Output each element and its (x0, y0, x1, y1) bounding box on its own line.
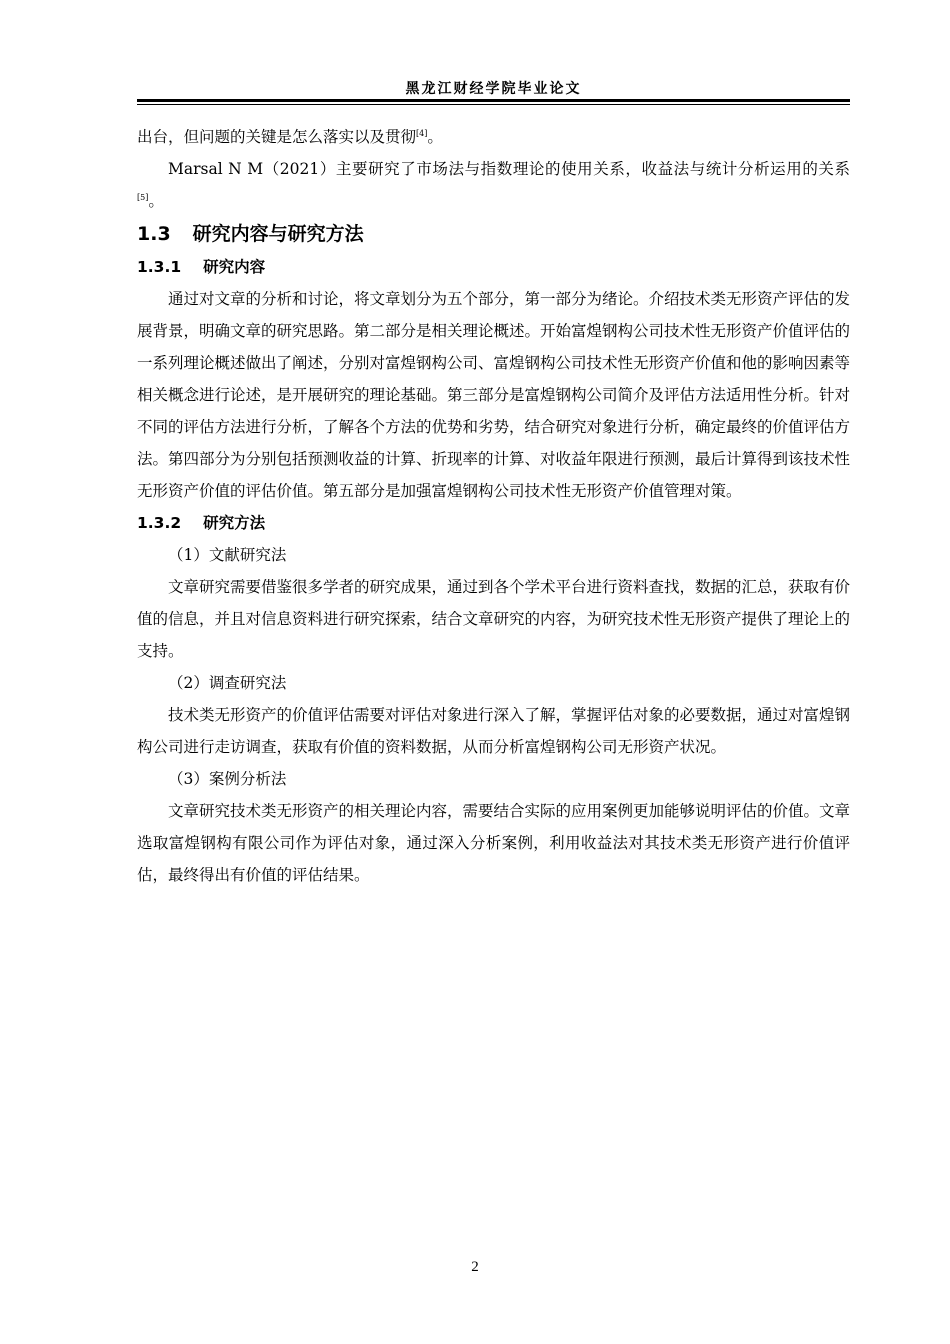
subsection-title: 研究内容 (203, 258, 266, 276)
paragraph-marsal (137, 153, 850, 217)
paragraph-research-content: 通过对文章的分析和讨论，将文章划分为五个部分，第一部分为绪论。介绍技术类无形资产评估的发展背景，明确文章的研究思路。第二部分是相关理论概述。开始富煌钢构公司技术性无形资产价值评估的一系列理论概述做出了阐述，分别对富煌钢构公司、富煌钢构公司技术性无形资产价值和他的影响因素等相关概念进行论述，是开展研究的理论基础。第三部分是富煌钢构公司简介及评估方法适用性分析。针对不同的评估方法进行分析，了解各个方法的优势和劣势，结合研究对象进行分析，确定最终的价值评估方法。第四部分为分别包括预测收益的计算、折现率的计算、对收益年限进行预测，最后计算得到该技术性无形资产价值的评估价值。第五部分是加强富煌钢构公司技术性无形资产价值管理对策。 (137, 290, 851, 500)
paragraph-text: Marsal N M（2021）主要研究了市场法与指数理论的使用关系，收益法与统计分析运用的关系 (168, 160, 850, 178)
method-label-case-study: （3）案例分析法 (168, 770, 287, 788)
paragraph-method-literature: 文章研究需要借鉴很多学者的研究成果，通过到各个学术平台进行资料查找，数据的汇总，获取有价值的信息，并且对信息资料进行研究探索，结合文章研究的内容，为研究技术性无形资产提供了理论上的支持。 (137, 578, 851, 660)
subsection-heading-1-3-1 (137, 251, 850, 283)
citation-ref: [5] (137, 192, 149, 202)
section-title: 研究内容与研究方法 (192, 223, 364, 245)
header-rule-thin (137, 104, 850, 105)
running-header: 黑龙江财经学院毕业论文 (405, 81, 582, 97)
section-number: 1.3 (137, 223, 171, 245)
header-rule-thick (137, 99, 850, 102)
subsection-number: 1.3.1 (137, 258, 182, 276)
subsection-heading-1-3-2 (137, 507, 850, 539)
paragraph-method-case-study: 文章研究技术类无形资产的相关理论内容，需要结合实际的应用案例更加能够说明评估的价值。文章选取富煌钢构有限公司作为评估对象，通过深入分析案例，利用收益法对其技术类无形资产进行价值评估，最终得出有价值的评估结果。 (137, 802, 851, 884)
subsection-title: 研究方法 (203, 514, 266, 532)
paragraph-text: 出台，但问题的关键是怎么落实以及贯彻 (137, 128, 417, 146)
section-heading-1-3 (137, 217, 850, 251)
citation-ref: [4] (416, 128, 428, 138)
paragraph-intro-tail (137, 121, 850, 153)
method-label-survey: （2）调查研究法 (168, 674, 287, 692)
paragraph-end: 。 (148, 192, 164, 210)
body-text (137, 121, 850, 891)
subsection-number: 1.3.2 (137, 514, 182, 532)
page-number: 2 (471, 1259, 479, 1275)
paragraph-method-survey: 技术类无形资产的价值评估需要对评估对象进行深入了解，掌握评估对象的必要数据，通过对富煌钢构公司进行走访调查，获取有价值的资料数据，从而分析富煌钢构公司无形资产状况。 (137, 706, 851, 756)
paragraph-end: 。 (427, 128, 443, 146)
method-label-literature: （1）文献研究法 (168, 546, 287, 564)
